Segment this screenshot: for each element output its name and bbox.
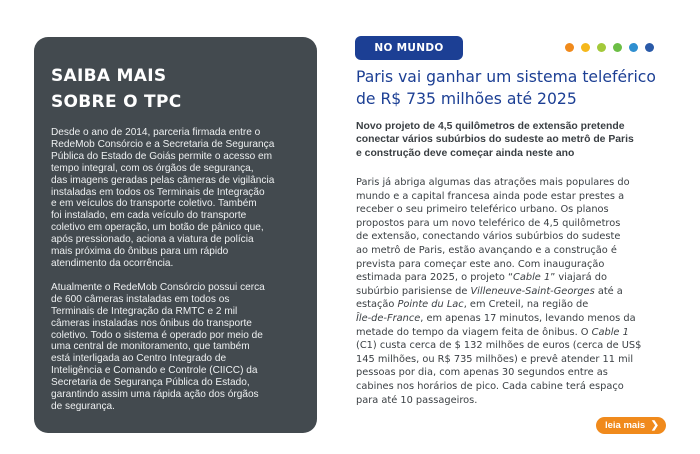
info-card [34,37,317,433]
dot-icon [581,43,590,52]
card-paragraph-1: Desde o ano de 2014, parceria firmada entre o RedeMob Consórcio e a Secretaria de Segurança Pública do Estado de Goiás permite o acesso em tempo integral, com os órgãos de segurança, das imagens geradas pelas câmeras de vigilância instaladas em todos os Terminais de Integração e em veículos do transporte coletivo. Também foi instalado, em cada veículo do transporte coletivo em operação, um botão de pânico que, após pressionado, aciona a viatura de polícia mais próxima do ônibus para um rápido atendimento da ocorrência. [51,127,275,269]
dot-icon [629,43,638,52]
body-text-segment: , em apenas 17 minutos, levando menos da metade do tempo da viagem feita de ônibus. O [356,312,636,338]
body-text-segment: , em Creteil, na região de [463,299,589,311]
body-text-segment: Paris já abriga algumas das atrações mais populares do mundo e a capital francesa ainda pode estar prestes a receber o seu primeiro teleférico urbano. Os planos propostos para um novo teleférico de 4,5 quilômetros de extensão, conectando vários subúrbios do sudeste ao metrô de Paris, estão avançando e a construção é prevista para começar este ano. Com inauguração estimada para 2025, o projeto “ [356,177,630,284]
body-text-segment: (C1) custa cerca de $ 132 milhões de euros (cerca de US$ 145 milhões, ou R$ 735 milhões) e prevê atender 11 mil pessoas por dia, com apenas 30 segundos entre as cabines nos horários de pico. Cada cabine terá espaço para até 10 passageiros. [356,340,642,406]
card-title [51,63,297,115]
body-text-segment: ” viajará do subúrbio parisiense de [356,272,607,297]
body-italic-segment: Île-de-France [356,312,421,324]
section-tag: NO MUNDO [355,36,463,60]
article-body [356,176,668,407]
body-italic-segment: Villeneuve-Saint-Georges [470,285,595,297]
body-italic-segment: Cable 1 [591,326,629,338]
dot-icon [565,43,574,52]
decorative-dots [565,43,654,52]
body-italic-segment: Cable 1 [513,272,551,284]
card-title-line2: SOBRE O TPC [51,92,182,112]
read-more-label: leia mais [605,420,646,431]
body-italic-segment: Pointe du Lac [397,299,464,311]
dot-icon [645,43,654,52]
card-paragraph-2: Atualmente o RedeMob Consórcio possui cerca de 600 câmeras instaladas em todos os Terminais de Integração da RMTC e 2 mil câmeras instaladas nos ônibus do transporte coletivo. Todo o sistema é operado por meio de uma central de monitoramento, que também está interligada ao Centro Integrado de Inteligência e Comando e Controle (CIICC) da Secretaria de Segurança Pública do Estado, garantindo assim uma rápida ação dos órgãos de segurança. [51,281,265,412]
card-title-line1: SAIBA MAIS [51,66,167,86]
body-text-segment: até a estação [356,285,623,311]
article-headline: Paris vai ganhar um sistema teleférico de R$ 735 milhões até 2025 [356,68,656,108]
read-more-button[interactable] [596,417,666,434]
dot-icon [613,43,622,52]
dot-icon [597,43,606,52]
article-lede: Novo projeto de 4,5 quilômetros de extensão pretende conectar vários subúrbios do sudeste ao metrô de Paris e construção deve começar ainda neste ano [356,121,634,159]
chevron-right-icon: ❯ [650,420,659,431]
